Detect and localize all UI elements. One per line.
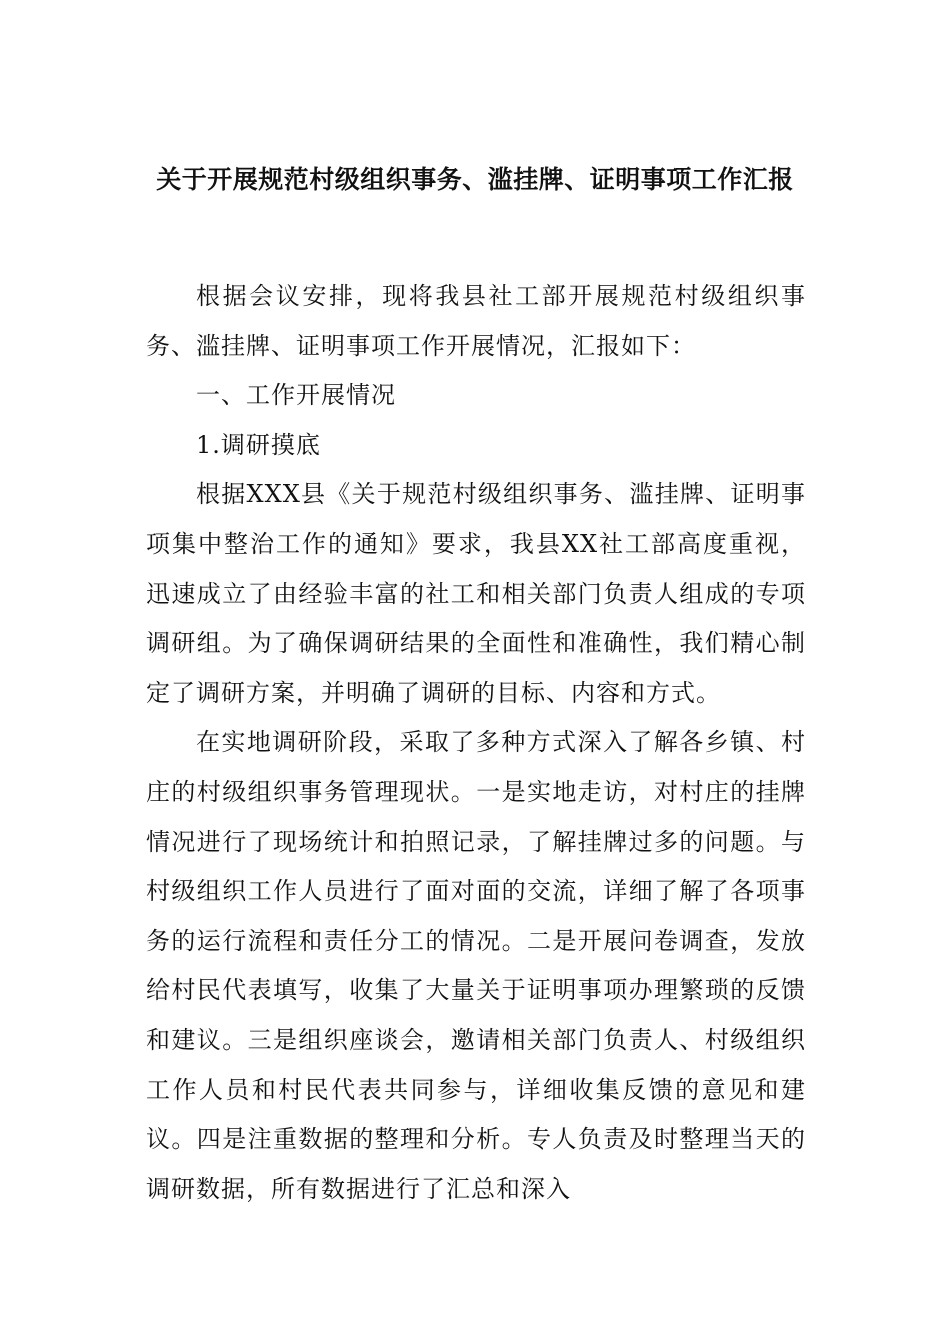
document-body [146, 272, 806, 1214]
section-heading: 一、工作开展情况 [196, 381, 396, 410]
paragraph-intro: 根据会议安排，现将我县社工部开展规范村级组织事务、滥挂牌、证明事项工作开展情况，汇报如下： [146, 282, 806, 360]
paragraph-field-research: 在实地调研阶段，采取了多种方式深入了解各乡镇、村庄的村级组织事务管理现状。一是实地走访，对村庄的挂牌情况进行了现场统计和拍照记录，了解挂牌过多的问题。与村级组织工作人员进行了面对面的交流，详细了解了各项事务的运行流程和责任分工的情况。二是开展问卷调查，发放给村民代表填写，收集了大量关于证明事项办理繁琐的反馈和建议。三是组织座谈会，邀请相关部门负责人、村级组织工作人员和村民代表共同参与，详细收集反馈的意见和建议。四是注重数据的整理和分析。专人负责及时整理当天的调研数据，所有数据进行了汇总和深入 [146, 728, 806, 1203]
subsection-heading: 1.调研摸底 [196, 430, 321, 459]
paragraph-research-basis: 根据XXX县《关于规范村级组织事务、滥挂牌、证明事项集中整治工作的通知》要求，我县XX社工部高度重视，迅速成立了由经验丰富的社工和相关部门负责人组成的专项调研组。为了确保调研结果的全面性和准确性，我们精心制定了调研方案，并明确了调研的目标、内容和方式。 [146, 480, 806, 707]
document-title: 关于开展规范村级组织事务、滥挂牌、证明事项工作汇报 [156, 165, 794, 194]
